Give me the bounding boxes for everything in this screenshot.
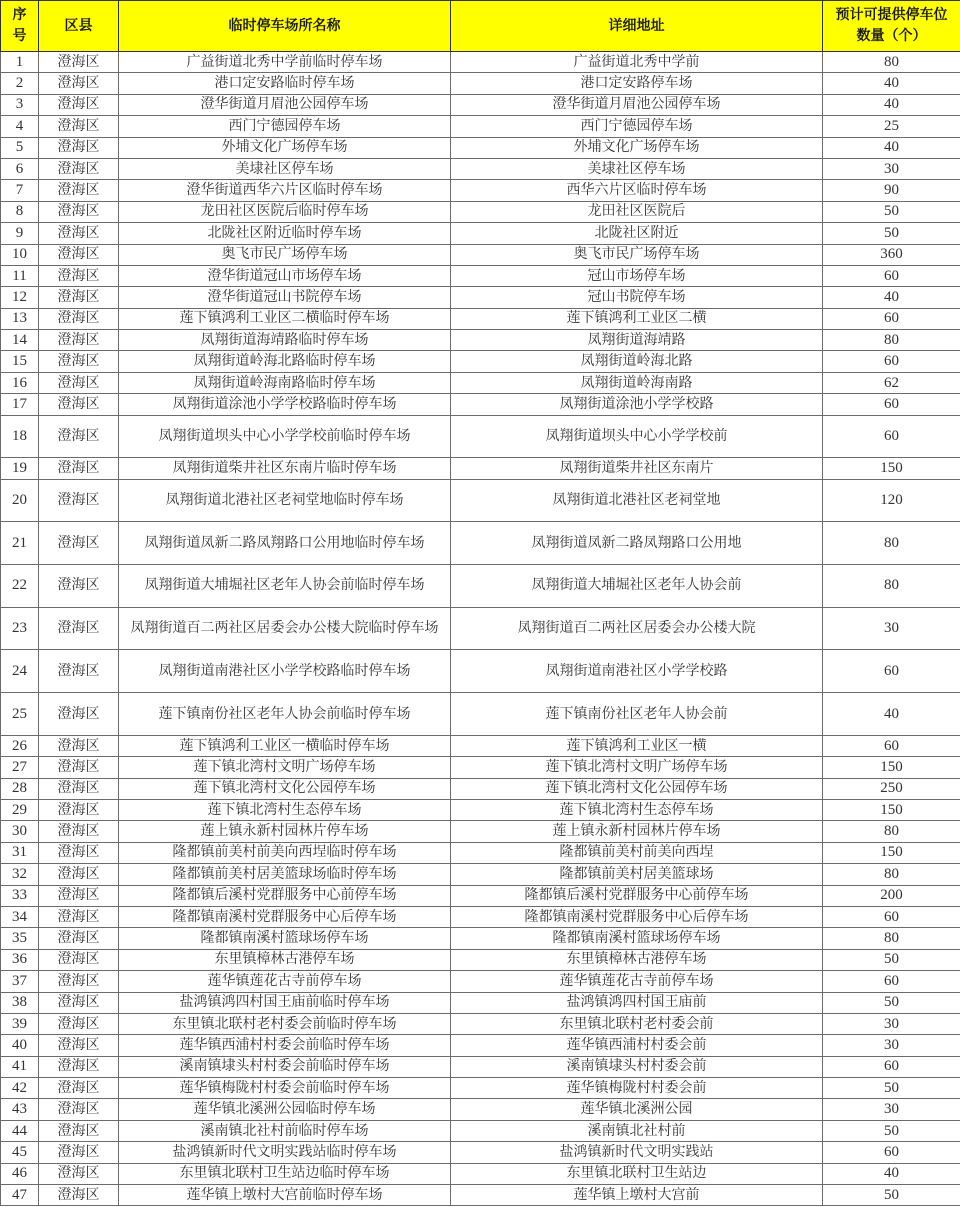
cell-address: 溪南镇北社村前 <box>451 1120 823 1141</box>
table-row <box>1 158 960 179</box>
cell-address: 莲下镇北湾村文明广场停车场 <box>451 757 823 778</box>
cell-district: 澄海区 <box>39 992 119 1013</box>
cell-index: 15 <box>1 351 39 372</box>
cell-address: 隆都镇前美村前美向西埕 <box>451 842 823 863</box>
cell-capacity: 80 <box>823 864 960 885</box>
cell-district: 澄海区 <box>39 1056 119 1077</box>
cell-capacity: 50 <box>823 949 960 970</box>
table-row <box>1 971 960 992</box>
cell-name: 凤翔街道坝头中心小学学校前临时停车场 <box>119 415 451 458</box>
cell-address: 盐鸿镇鸿四村国王庙前 <box>451 992 823 1013</box>
cell-address: 凤翔街道涂池小学学校路 <box>451 394 823 415</box>
cell-address: 凤翔街道柴井社区东南片 <box>451 458 823 479</box>
cell-index: 18 <box>1 415 39 458</box>
cell-capacity: 50 <box>823 1120 960 1141</box>
table-row <box>1 821 960 842</box>
cell-capacity: 60 <box>823 394 960 415</box>
cell-name: 凤翔街道大埔堀社区老年人协会前临时停车场 <box>119 565 451 608</box>
cell-address: 莲下镇北湾村文化公园停车场 <box>451 778 823 799</box>
cell-capacity: 40 <box>823 693 960 736</box>
cell-index: 47 <box>1 1185 39 1206</box>
cell-capacity: 360 <box>823 244 960 265</box>
cell-index: 2 <box>1 73 39 94</box>
cell-address: 凤翔街道大埔堀社区老年人协会前 <box>451 565 823 608</box>
cell-name: 凤翔街道南港社区小学学校路临时停车场 <box>119 650 451 693</box>
cell-index: 44 <box>1 1120 39 1141</box>
cell-capacity: 250 <box>823 778 960 799</box>
cell-district: 澄海区 <box>39 1078 119 1099</box>
cell-index: 20 <box>1 479 39 522</box>
cell-address: 龙田社区医院后 <box>451 201 823 222</box>
table-row <box>1 607 960 650</box>
cell-address: 凤翔街道海靖路 <box>451 330 823 351</box>
table-row <box>1 842 960 863</box>
cell-district: 澄海区 <box>39 458 119 479</box>
cell-capacity: 60 <box>823 650 960 693</box>
cell-capacity: 50 <box>823 201 960 222</box>
table-row <box>1 265 960 286</box>
header-capacity: 预计可提供停车位数量（个） <box>823 1 960 52</box>
cell-address: 冠山市场停车场 <box>451 265 823 286</box>
cell-address: 莲华镇西浦村村委会前 <box>451 1035 823 1056</box>
cell-address: 凤翔街道南港社区小学学校路 <box>451 650 823 693</box>
cell-capacity: 30 <box>823 1099 960 1120</box>
cell-district: 澄海区 <box>39 565 119 608</box>
cell-index: 31 <box>1 842 39 863</box>
cell-address: 凤翔街道凤新二路凤翔路口公用地 <box>451 522 823 565</box>
cell-index: 29 <box>1 800 39 821</box>
cell-index: 45 <box>1 1142 39 1163</box>
cell-address: 隆都镇前美村居美篮球场 <box>451 864 823 885</box>
cell-capacity: 30 <box>823 1013 960 1034</box>
table-row <box>1 308 960 329</box>
cell-capacity: 60 <box>823 265 960 286</box>
table-row <box>1 137 960 158</box>
cell-name: 盐鸿镇新时代文明实践站临时停车场 <box>119 1142 451 1163</box>
cell-capacity: 40 <box>823 287 960 308</box>
cell-district: 澄海区 <box>39 949 119 970</box>
cell-capacity: 30 <box>823 1035 960 1056</box>
cell-capacity: 150 <box>823 800 960 821</box>
cell-index: 5 <box>1 137 39 158</box>
cell-name: 莲华镇西浦村村委会前临时停车场 <box>119 1035 451 1056</box>
table-row <box>1 394 960 415</box>
cell-name: 莲下镇南份社区老年人协会前临时停车场 <box>119 693 451 736</box>
cell-index: 16 <box>1 372 39 393</box>
cell-index: 10 <box>1 244 39 265</box>
cell-index: 32 <box>1 864 39 885</box>
cell-address: 冠山书院停车场 <box>451 287 823 308</box>
cell-district: 澄海区 <box>39 1163 119 1184</box>
cell-name: 莲下镇鸿利工业区一横临时停车场 <box>119 735 451 756</box>
cell-district: 澄海区 <box>39 73 119 94</box>
cell-capacity: 80 <box>823 330 960 351</box>
cell-index: 17 <box>1 394 39 415</box>
header-index: 序号 <box>1 1 39 52</box>
cell-index: 38 <box>1 992 39 1013</box>
cell-capacity: 150 <box>823 458 960 479</box>
table-row <box>1 116 960 137</box>
table-row <box>1 885 960 906</box>
cell-index: 30 <box>1 821 39 842</box>
table-row <box>1 330 960 351</box>
table-row <box>1 223 960 244</box>
cell-name: 隆都镇南溪村篮球场停车场 <box>119 928 451 949</box>
cell-address: 西华六片区临时停车场 <box>451 180 823 201</box>
cell-district: 澄海区 <box>39 735 119 756</box>
cell-capacity: 60 <box>823 351 960 372</box>
cell-index: 13 <box>1 308 39 329</box>
cell-index: 6 <box>1 158 39 179</box>
cell-address: 莲华镇莲花古寺前停车场 <box>451 971 823 992</box>
cell-index: 3 <box>1 94 39 115</box>
table-row <box>1 94 960 115</box>
cell-capacity: 30 <box>823 158 960 179</box>
cell-name: 莲华镇上墩村大宫前临时停车场 <box>119 1185 451 1206</box>
table-row <box>1 906 960 927</box>
table-row <box>1 1013 960 1034</box>
cell-district: 澄海区 <box>39 244 119 265</box>
cell-district: 澄海区 <box>39 94 119 115</box>
cell-district: 澄海区 <box>39 1120 119 1141</box>
cell-name: 凤翔街道百二两社区居委会办公楼大院临时停车场 <box>119 607 451 650</box>
cell-index: 39 <box>1 1013 39 1034</box>
cell-district: 澄海区 <box>39 1013 119 1034</box>
cell-district: 澄海区 <box>39 864 119 885</box>
table-row <box>1 244 960 265</box>
cell-district: 澄海区 <box>39 351 119 372</box>
cell-address: 凤翔街道百二两社区居委会办公楼大院 <box>451 607 823 650</box>
cell-district: 澄海区 <box>39 778 119 799</box>
cell-district: 澄海区 <box>39 479 119 522</box>
cell-district: 澄海区 <box>39 287 119 308</box>
table-row <box>1 415 960 458</box>
cell-address: 隆都镇南溪村篮球场停车场 <box>451 928 823 949</box>
cell-district: 澄海区 <box>39 116 119 137</box>
cell-name: 莲下镇北湾村生态停车场 <box>119 800 451 821</box>
cell-capacity: 200 <box>823 885 960 906</box>
cell-address: 美埭社区停车场 <box>451 158 823 179</box>
cell-address: 莲下镇北湾村生态停车场 <box>451 800 823 821</box>
cell-address: 溪南镇埭头村村委会前 <box>451 1056 823 1077</box>
table-row <box>1 1035 960 1056</box>
cell-address: 隆都镇后溪村党群服务中心前停车场 <box>451 885 823 906</box>
cell-name: 美埭社区停车场 <box>119 158 451 179</box>
cell-name: 莲上镇永新村园林片停车场 <box>119 821 451 842</box>
cell-district: 澄海区 <box>39 1099 119 1120</box>
cell-address: 莲下镇鸿利工业区一横 <box>451 735 823 756</box>
cell-index: 1 <box>1 52 39 73</box>
cell-address: 凤翔街道岭海南路 <box>451 372 823 393</box>
cell-district: 澄海区 <box>39 821 119 842</box>
cell-address: 莲上镇永新村园林片停车场 <box>451 821 823 842</box>
cell-address: 奥飞市民广场停车场 <box>451 244 823 265</box>
cell-district: 澄海区 <box>39 885 119 906</box>
table-row <box>1 650 960 693</box>
cell-name: 隆都镇南溪村党群服务中心后停车场 <box>119 906 451 927</box>
cell-address: 东里镇北联村卫生站边 <box>451 1163 823 1184</box>
cell-index: 26 <box>1 735 39 756</box>
cell-name: 澄华街道冠山市场停车场 <box>119 265 451 286</box>
table-row <box>1 778 960 799</box>
cell-capacity: 60 <box>823 971 960 992</box>
table-row <box>1 479 960 522</box>
cell-name: 莲下镇北湾村文明广场停车场 <box>119 757 451 778</box>
table-row <box>1 992 960 1013</box>
cell-name: 澄华街道月眉池公园停车场 <box>119 94 451 115</box>
cell-district: 澄海区 <box>39 650 119 693</box>
cell-district: 澄海区 <box>39 372 119 393</box>
cell-address: 凤翔街道岭海北路 <box>451 351 823 372</box>
table-body <box>1 52 960 1206</box>
cell-capacity: 50 <box>823 1185 960 1206</box>
cell-name: 莲下镇北湾村文化公园停车场 <box>119 778 451 799</box>
cell-name: 盐鸿镇鸿四村国王庙前临时停车场 <box>119 992 451 1013</box>
cell-address: 莲华镇梅陇村村委会前 <box>451 1078 823 1099</box>
cell-capacity: 40 <box>823 94 960 115</box>
cell-district: 澄海区 <box>39 180 119 201</box>
cell-name: 西门宁德园停车场 <box>119 116 451 137</box>
cell-address: 莲下镇南份社区老年人协会前 <box>451 693 823 736</box>
cell-capacity: 50 <box>823 223 960 244</box>
cell-address: 澄华街道月眉池公园停车场 <box>451 94 823 115</box>
cell-name: 凤翔街道海靖路临时停车场 <box>119 330 451 351</box>
cell-district: 澄海区 <box>39 522 119 565</box>
cell-capacity: 40 <box>823 137 960 158</box>
table-row <box>1 565 960 608</box>
cell-capacity: 60 <box>823 1056 960 1077</box>
cell-index: 12 <box>1 287 39 308</box>
cell-district: 澄海区 <box>39 971 119 992</box>
cell-address: 凤翔街道坝头中心小学学校前 <box>451 415 823 458</box>
cell-index: 11 <box>1 265 39 286</box>
table-row <box>1 73 960 94</box>
cell-address: 外埔文化广场停车场 <box>451 137 823 158</box>
cell-index: 37 <box>1 971 39 992</box>
table-header-row <box>1 1 960 52</box>
cell-capacity: 150 <box>823 842 960 863</box>
cell-index: 23 <box>1 607 39 650</box>
cell-index: 7 <box>1 180 39 201</box>
cell-district: 澄海区 <box>39 607 119 650</box>
table-row <box>1 757 960 778</box>
cell-name: 东里镇樟林古港停车场 <box>119 949 451 970</box>
cell-district: 澄海区 <box>39 52 119 73</box>
cell-name: 奥飞市民广场停车场 <box>119 244 451 265</box>
cell-index: 40 <box>1 1035 39 1056</box>
cell-district: 澄海区 <box>39 158 119 179</box>
cell-capacity: 40 <box>823 73 960 94</box>
cell-district: 澄海区 <box>39 137 119 158</box>
table-row <box>1 800 960 821</box>
cell-capacity: 60 <box>823 308 960 329</box>
table-row <box>1 52 960 73</box>
cell-capacity: 80 <box>823 565 960 608</box>
cell-district: 澄海区 <box>39 415 119 458</box>
cell-capacity: 80 <box>823 821 960 842</box>
cell-district: 澄海区 <box>39 842 119 863</box>
cell-index: 35 <box>1 928 39 949</box>
cell-index: 4 <box>1 116 39 137</box>
table-row <box>1 1142 960 1163</box>
cell-capacity: 40 <box>823 1163 960 1184</box>
cell-district: 澄海区 <box>39 1035 119 1056</box>
cell-index: 9 <box>1 223 39 244</box>
table-row <box>1 864 960 885</box>
cell-name: 凤翔街道柴井社区东南片临时停车场 <box>119 458 451 479</box>
cell-name: 北陇社区附近临时停车场 <box>119 223 451 244</box>
cell-capacity: 80 <box>823 52 960 73</box>
cell-name: 凤翔街道岭海南路临时停车场 <box>119 372 451 393</box>
cell-index: 33 <box>1 885 39 906</box>
cell-index: 19 <box>1 458 39 479</box>
cell-index: 24 <box>1 650 39 693</box>
cell-district: 澄海区 <box>39 201 119 222</box>
cell-address: 盐鸿镇新时代文明实践站 <box>451 1142 823 1163</box>
cell-capacity: 150 <box>823 757 960 778</box>
cell-district: 澄海区 <box>39 394 119 415</box>
cell-name: 莲下镇鸿利工业区二横临时停车场 <box>119 308 451 329</box>
cell-index: 27 <box>1 757 39 778</box>
table-row <box>1 928 960 949</box>
cell-capacity: 80 <box>823 928 960 949</box>
cell-capacity: 62 <box>823 372 960 393</box>
table-row <box>1 287 960 308</box>
cell-name: 澄华街道冠山书院停车场 <box>119 287 451 308</box>
cell-index: 21 <box>1 522 39 565</box>
table-row <box>1 1099 960 1120</box>
table-row <box>1 1163 960 1184</box>
cell-district: 澄海区 <box>39 265 119 286</box>
cell-address: 西门宁德园停车场 <box>451 116 823 137</box>
cell-index: 22 <box>1 565 39 608</box>
cell-name: 外埔文化广场停车场 <box>119 137 451 158</box>
cell-name: 溪南镇埭头村村委会前临时停车场 <box>119 1056 451 1077</box>
cell-index: 14 <box>1 330 39 351</box>
cell-name: 隆都镇后溪村党群服务中心前停车场 <box>119 885 451 906</box>
cell-address: 莲下镇鸿利工业区二横 <box>451 308 823 329</box>
cell-index: 28 <box>1 778 39 799</box>
table-row <box>1 522 960 565</box>
cell-name: 广益街道北秀中学前临时停车场 <box>119 52 451 73</box>
cell-address: 莲华镇上墩村大宫前 <box>451 1185 823 1206</box>
cell-capacity: 25 <box>823 116 960 137</box>
cell-name: 龙田社区医院后临时停车场 <box>119 201 451 222</box>
header-name: 临时停车场所名称 <box>119 1 451 52</box>
cell-capacity: 60 <box>823 415 960 458</box>
cell-name: 凤翔街道北港社区老祠堂地临时停车场 <box>119 479 451 522</box>
table-row <box>1 693 960 736</box>
cell-index: 25 <box>1 693 39 736</box>
cell-name: 凤翔街道凤新二路凤翔路口公用地临时停车场 <box>119 522 451 565</box>
cell-address: 北陇社区附近 <box>451 223 823 244</box>
cell-capacity: 120 <box>823 479 960 522</box>
cell-name: 隆都镇前美村前美向西埕临时停车场 <box>119 842 451 863</box>
cell-address: 隆都镇南溪村党群服务中心后停车场 <box>451 906 823 927</box>
cell-index: 42 <box>1 1078 39 1099</box>
cell-district: 澄海区 <box>39 223 119 244</box>
cell-capacity: 60 <box>823 735 960 756</box>
cell-address: 东里镇樟林古港停车场 <box>451 949 823 970</box>
header-address: 详细地址 <box>451 1 823 52</box>
table-row <box>1 180 960 201</box>
cell-district: 澄海区 <box>39 1142 119 1163</box>
cell-address: 莲华镇北溪洲公园 <box>451 1099 823 1120</box>
cell-address: 港口定安路停车场 <box>451 73 823 94</box>
table-row <box>1 372 960 393</box>
cell-district: 澄海区 <box>39 928 119 949</box>
cell-name: 莲华镇梅陇村村委会前临时停车场 <box>119 1078 451 1099</box>
cell-index: 46 <box>1 1163 39 1184</box>
cell-capacity: 50 <box>823 992 960 1013</box>
table-row <box>1 1120 960 1141</box>
cell-name: 凤翔街道岭海北路临时停车场 <box>119 351 451 372</box>
table-row <box>1 201 960 222</box>
cell-capacity: 50 <box>823 1078 960 1099</box>
cell-address: 东里镇北联村老村委会前 <box>451 1013 823 1034</box>
cell-name: 莲华镇北溪洲公园临时停车场 <box>119 1099 451 1120</box>
cell-index: 41 <box>1 1056 39 1077</box>
cell-capacity: 60 <box>823 1142 960 1163</box>
cell-name: 东里镇北联村老村委会前临时停车场 <box>119 1013 451 1034</box>
cell-index: 8 <box>1 201 39 222</box>
cell-district: 澄海区 <box>39 308 119 329</box>
cell-name: 澄华街道西华六片区临时停车场 <box>119 180 451 201</box>
cell-name: 溪南镇北社村前临时停车场 <box>119 1120 451 1141</box>
cell-index: 36 <box>1 949 39 970</box>
cell-district: 澄海区 <box>39 757 119 778</box>
table-row <box>1 1078 960 1099</box>
cell-district: 澄海区 <box>39 693 119 736</box>
cell-name: 港口定安路临时停车场 <box>119 73 451 94</box>
table-row <box>1 949 960 970</box>
header-district: 区县 <box>39 1 119 52</box>
table-row <box>1 351 960 372</box>
cell-district: 澄海区 <box>39 330 119 351</box>
cell-name: 莲华镇莲花古寺前停车场 <box>119 971 451 992</box>
cell-capacity: 90 <box>823 180 960 201</box>
cell-name: 东里镇北联村卫生站边临时停车场 <box>119 1163 451 1184</box>
cell-address: 凤翔街道北港社区老祠堂地 <box>451 479 823 522</box>
table-row <box>1 1056 960 1077</box>
cell-capacity: 60 <box>823 906 960 927</box>
table-row <box>1 735 960 756</box>
cell-name: 凤翔街道涂池小学学校路临时停车场 <box>119 394 451 415</box>
cell-district: 澄海区 <box>39 800 119 821</box>
table-row <box>1 458 960 479</box>
cell-capacity: 80 <box>823 522 960 565</box>
cell-district: 澄海区 <box>39 1185 119 1206</box>
cell-index: 34 <box>1 906 39 927</box>
cell-district: 澄海区 <box>39 906 119 927</box>
cell-name: 隆都镇前美村居美篮球场临时停车场 <box>119 864 451 885</box>
cell-address: 广益街道北秀中学前 <box>451 52 823 73</box>
cell-capacity: 30 <box>823 607 960 650</box>
table-row <box>1 1185 960 1206</box>
cell-index: 43 <box>1 1099 39 1120</box>
